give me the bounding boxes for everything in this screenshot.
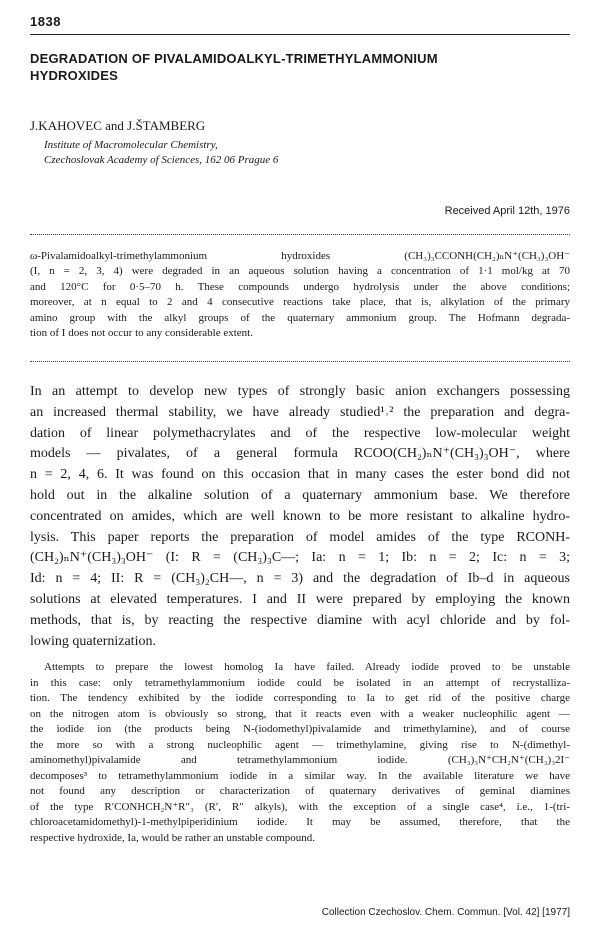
body-line: in this case: only tetramethylammonium iodide could be isolated in an attempt of recrystalliza- xyxy=(30,676,570,689)
body-line: the iodide ion (the products being N-(iodomethyl)pivalamide and trimethylamine), and of course xyxy=(30,723,570,735)
body-line: Id: n = 4; II: R = (CH₃)₂CH—, n = 3) and the degradation of Ib–d in aqueous xyxy=(30,571,570,587)
body-line: tion. The tendency exhibited by the iodide corresponding to Ia to get rid of the positive charge xyxy=(30,692,570,704)
abstract-line: tion of I does not occur to any considerable extent. xyxy=(30,327,253,340)
abstract xyxy=(30,249,570,341)
body-paragraph-2 xyxy=(30,660,570,846)
abstract-line: (I, n = 2, 3, 4) were degraded in an aqueous solution having a concentration of 1·1 mol/kg at 70 xyxy=(30,265,570,278)
affiliation-line: Institute of Macromolecular Chemistry, xyxy=(44,139,218,151)
body-line: lowing quaternization. xyxy=(30,633,156,649)
body-line: In an attempt to develop new types of strongly basic anion exchangers possessing xyxy=(30,384,570,399)
header-rule xyxy=(30,34,570,35)
body-line: an increased thermal stability, we have already studied¹˒² the preparation and degra- xyxy=(30,404,570,420)
abstract-line: amino group with the alkyl groups of the quaternary ammonium group. The Hofmann degrada- xyxy=(30,311,570,324)
body-line: respective hydroxide, Ia, would be rather an unstable compound. xyxy=(30,831,315,844)
received-date: Received April 12th, 1976 xyxy=(444,205,570,217)
article-title xyxy=(30,50,570,84)
body-line: aminomethyl)pivalamide and tetramethylammonium iodide. (CH₃)₃N⁺CH₂N⁺(CH₃)₃2I⁻ xyxy=(30,754,570,766)
title-line: DEGRADATION OF PIVALAMIDOALKYL-TRIMETHYLAMMONIUM xyxy=(30,51,438,66)
body-line: lysis. This paper reports the preparation of model amides of the type RCONH- xyxy=(30,529,570,545)
body-line: hold out in the alkaline solution of a quaternary ammonium base. We therefore xyxy=(30,487,570,503)
body-line: decomposes³ to tetramethylammonium iodide in a similar way. In the available literature we have xyxy=(30,769,570,782)
body-line: models — pivalates, of a general formula RCOO(CH₂)ₙN⁺(CH₃)₃OH⁻, where xyxy=(30,446,570,462)
body-line: dation of linear polymethacrylates and of the respective low-molecular weight xyxy=(30,425,570,441)
body-line: of the type R′CONHCH₂N⁺R″₃ (R′, R″ alkyls), with the exception of a single case⁴, i.e., 1-(tri- xyxy=(30,800,570,813)
body-line: the more so with a strong nucleophilic agent — trimethylamine, giving rise to N-(dimethyl- xyxy=(30,738,570,751)
abstract-bottom-rule xyxy=(30,361,570,362)
abstract-line: moreover, at n equal to 2 and 4 consecutive reactions take place, that is, alkylation of the primary xyxy=(30,296,570,309)
body-line: chloroacetamidomethyl)-1-methylpiperidinium iodide. It may be assumed, therefore, that the xyxy=(30,816,570,828)
affiliation xyxy=(44,138,278,168)
page-number: 1838 xyxy=(30,14,61,29)
body-line: solutions at elevated temperatures. I and II were prepared by employing the known xyxy=(30,591,570,607)
affiliation-line: Czechoslovak Academy of Sciences, 162 06 Prague 6 xyxy=(44,154,279,166)
abstract-line: and 120°C for 0·5–70 h. These compounds undergo hydrolysis under the above conditions; xyxy=(30,280,570,293)
body-paragraph-1 xyxy=(30,382,570,652)
body-line: Attempts to prepare the lowest homolog Ia have failed. Already iodide proved to be unstable xyxy=(44,661,570,673)
body-line: concentrated on amides, which are well known to be more resistant to alkaline hydro- xyxy=(30,508,570,524)
title-line: HYDROXIDES xyxy=(30,68,118,83)
authors: J.KAHOVEC and J.ŠTAMBERG xyxy=(30,118,206,133)
body-line: not found any description or characterization of quaternary derivatives of geminal diamines xyxy=(30,785,570,797)
body-line: methods, that is, by reacting the respective diamine with acyl chloride and by fol- xyxy=(30,612,570,628)
body-line: n = 2, 4, 6. It was found on this occasion that in many cases the ester bond did not xyxy=(30,467,570,483)
body-line: on the nitrogen atom is obviously so strong, that it reacts even with a weaker nucleophilic agent — xyxy=(30,707,570,720)
journal-footer: Collection Czechoslov. Chem. Commun. [Vol. 42] [1977] xyxy=(321,907,570,918)
body-line: (CH₂)ₙN⁺(CH₃)₃OH⁻ (I: R = (CH₃)₃C—; Ia: n = 1; Ib: n = 2; Ic: n = 3; xyxy=(30,550,570,566)
paper-page xyxy=(30,0,570,929)
abstract-top-rule xyxy=(30,234,570,235)
abstract-line: ω-Pivalamidoalkyl-trimethylammonium hydroxides (CH₃)₃CCONH(CH₂)ₙN⁺(CH₃)₃OH⁻ xyxy=(30,250,570,262)
